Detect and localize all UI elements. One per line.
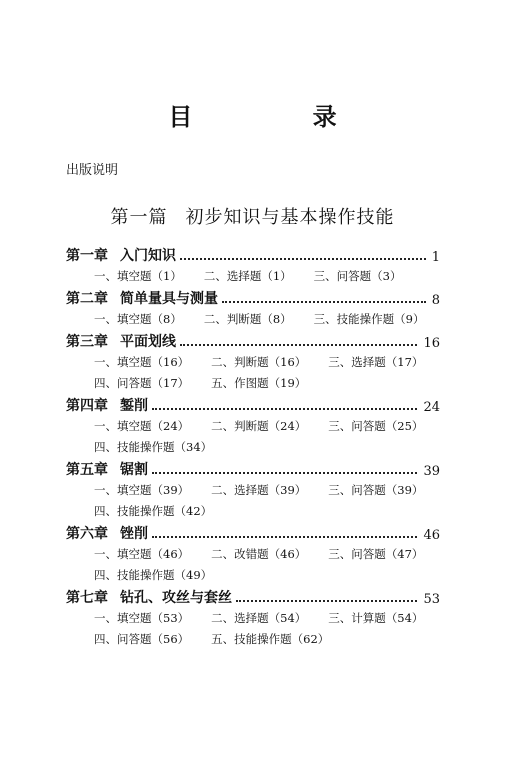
section-entry[interactable]: 三、计算题（54）: [328, 610, 424, 625]
part-number: 第一篇: [110, 207, 168, 228]
chapter-title: 錾削: [120, 398, 148, 414]
chapter-entry[interactable]: [66, 393, 440, 415]
section-line: [66, 628, 440, 649]
chapter-entry[interactable]: [66, 521, 440, 543]
section-entry[interactable]: 五、作图题（19）: [211, 375, 307, 390]
section-line: [66, 607, 440, 628]
section-entry[interactable]: 二、判断题（8）: [203, 311, 292, 326]
section-entry[interactable]: 一、填空题（1）: [94, 268, 182, 283]
preface-entry[interactable]: 出版说明: [66, 163, 119, 178]
chapter-entry[interactable]: [66, 243, 440, 265]
section-entry[interactable]: 二、选择题（54）: [211, 610, 307, 625]
dot-leader: [222, 301, 426, 303]
section-entry[interactable]: 三、问答题（25）: [328, 418, 424, 433]
chapter-title: 锯割: [120, 462, 148, 478]
chapter-page-number: 1: [431, 250, 440, 265]
section-line: [66, 500, 440, 521]
section-line: [66, 564, 440, 585]
section-entry[interactable]: 四、问答题（56）: [94, 631, 190, 646]
chapter-title: 入门知识: [120, 248, 176, 264]
dot-leader: [180, 258, 426, 260]
section-entry[interactable]: 四、问答题（17）: [94, 375, 190, 390]
section-entry[interactable]: 二、改错题（46）: [211, 546, 307, 561]
section-entry[interactable]: 一、填空题（16）: [94, 354, 190, 369]
dot-leader: [236, 600, 417, 602]
page-title: 目 录: [168, 103, 393, 131]
section-line: [66, 436, 440, 457]
section-entry[interactable]: 一、填空题（24）: [94, 418, 190, 433]
chapter-page-number: 8: [431, 293, 440, 308]
section-entry[interactable]: 四、技能操作题（34）: [94, 439, 213, 454]
section-entry[interactable]: 二、选择题（1）: [203, 268, 292, 283]
section-line: [66, 415, 440, 436]
section-entry[interactable]: 二、判断题（24）: [211, 418, 307, 433]
section-entry[interactable]: 三、问答题（3）: [313, 268, 402, 283]
chapter-title: 锉削: [120, 526, 148, 542]
section-entry[interactable]: 一、填空题（8）: [94, 311, 182, 326]
dot-leader: [180, 344, 417, 346]
dot-leader: [152, 408, 417, 410]
section-line: [66, 351, 440, 372]
chapter-title: 钻孔、攻丝与套丝: [120, 590, 232, 606]
section-line: [66, 372, 440, 393]
chapter-number: 第六章: [66, 526, 108, 542]
chapter-number: 第四章: [66, 398, 108, 414]
chapter-entry[interactable]: [66, 585, 440, 607]
chapter-entry[interactable]: [66, 286, 440, 308]
section-entry[interactable]: 一、填空题（53）: [94, 610, 190, 625]
chapter-number: 第一章: [66, 248, 108, 264]
section-entry[interactable]: 四、技能操作题（49）: [94, 567, 213, 582]
chapter-number: 第七章: [66, 590, 108, 606]
section-entry[interactable]: 二、判断题（16）: [211, 354, 307, 369]
section-entry[interactable]: 二、选择题（39）: [211, 482, 307, 497]
section-entry[interactable]: 三、问答题（39）: [328, 482, 424, 497]
section-line: [66, 265, 440, 286]
chapter-entry[interactable]: [66, 329, 440, 351]
section-entry[interactable]: 五、技能操作题（62）: [211, 631, 330, 646]
part-title: [0, 203, 505, 229]
chapter-number: 第二章: [66, 291, 108, 307]
section-entry[interactable]: 三、技能操作题（9）: [313, 311, 425, 326]
section-line: [66, 543, 440, 564]
section-entry[interactable]: 三、选择题（17）: [328, 354, 424, 369]
chapter-page-number: 46: [423, 528, 440, 543]
section-entry[interactable]: 一、填空题（46）: [94, 546, 190, 561]
chapter-page-number: 39: [423, 464, 440, 479]
part-name: 初步知识与基本操作技能: [185, 207, 395, 228]
chapter-number: 第五章: [66, 462, 108, 478]
chapter-title: 平面划线: [120, 334, 176, 350]
section-line: [66, 308, 440, 329]
section-entry[interactable]: 三、问答题（47）: [328, 546, 424, 561]
table-of-contents: [66, 243, 440, 649]
chapter-title: 简单量具与测量: [120, 291, 218, 307]
chapter-page-number: 53: [423, 592, 440, 607]
dot-leader: [152, 536, 417, 538]
chapter-entry[interactable]: [66, 457, 440, 479]
section-entry[interactable]: 一、填空题（39）: [94, 482, 190, 497]
chapter-number: 第三章: [66, 334, 108, 350]
section-line: [66, 479, 440, 500]
section-entry[interactable]: 四、技能操作题（42）: [94, 503, 213, 518]
chapter-page-number: 16: [423, 336, 440, 351]
chapter-page-number: 24: [423, 400, 440, 415]
dot-leader: [152, 472, 417, 474]
